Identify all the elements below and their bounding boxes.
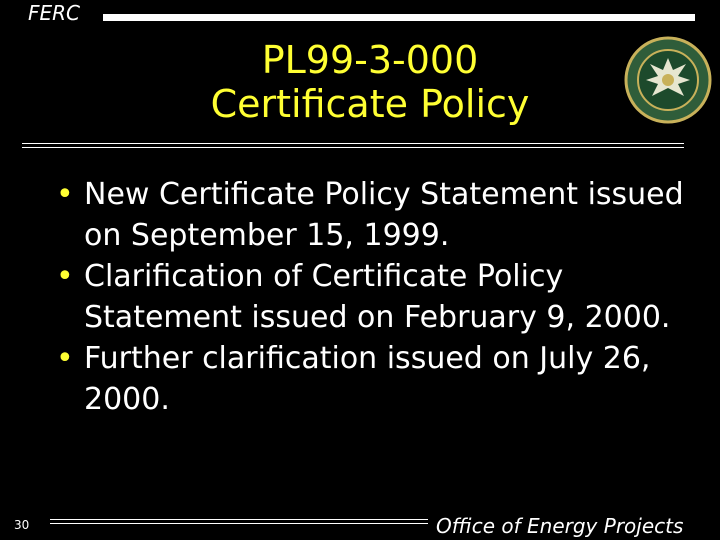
- bullet-dot-icon: •: [56, 177, 74, 212]
- title-rule: [22, 143, 684, 148]
- title-line-2: Certificate Policy: [210, 82, 530, 126]
- bullet-item: [56, 256, 696, 338]
- bullet-text: Clarification of Certificate Policy Statement issued on February 9, 2000.: [84, 259, 671, 335]
- bullet-list: [56, 174, 696, 420]
- bullet-item: [56, 174, 696, 256]
- footer-rule: [50, 519, 428, 524]
- page-number: 30: [14, 518, 30, 532]
- bullet-item: [56, 338, 696, 420]
- bullet-dot-icon: •: [56, 259, 74, 294]
- slide-title: [170, 38, 570, 126]
- bullet-text: New Certificate Policy Statement issued on September 15, 1999.: [84, 177, 684, 253]
- title-line-1: PL99-3-000: [261, 38, 479, 82]
- header-rule: [103, 14, 695, 21]
- header-label: FERC: [28, 1, 81, 25]
- bullet-dot-icon: •: [56, 341, 74, 376]
- bullet-text: Further clarification issued on July 26, 2000.: [84, 341, 651, 417]
- ferc-seal-icon: [624, 36, 712, 124]
- footer-office-label: Office of Energy Projects: [436, 514, 684, 538]
